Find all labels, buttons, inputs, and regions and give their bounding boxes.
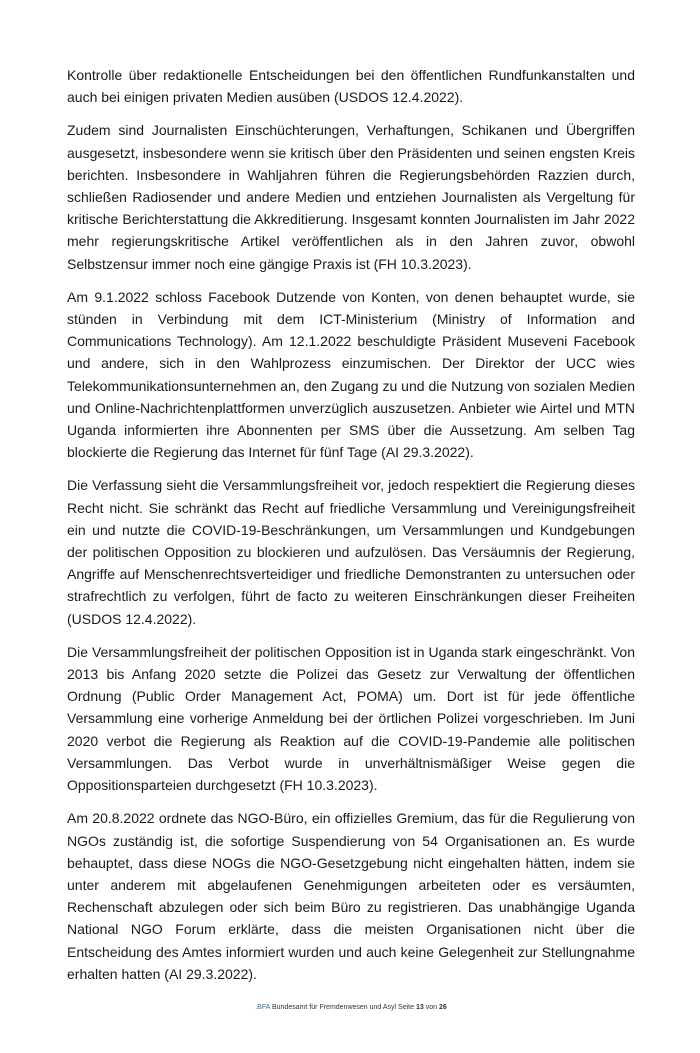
document-body [67,64,635,985]
page-footer [67,1003,635,1013]
paragraph: Kontrolle über redaktionelle Entscheidungen bei den öffentlichen Rundfunkanstalten und auch bei einigen privaten Medien ausüben (USDOS 12.4.2022). [67,67,635,106]
footer-page-total: 26 [438,1003,447,1011]
paragraph: Am 20.8.2022 ordnete das NGO-Büro, ein offizielles Gremium, das für die Regulierung von NGOs zuständig ist, die sofortige Suspendierung von 54 Organisationen an. Es wurde behauptet, dass diese NOGs die NGO-Gesetzgebung nicht eingehalten hätten, indem sie unter anderem mit abgelaufenen Genehmigungen arbeiteten oder es versäumten, Rechenschaft abzulegen oder sich beim Büro zu registrieren. Das unabhängige Uganda National NGO Forum erklärte, dass die meisten Organisationen nicht über die Entscheidung des Amtes informiert wurden und auch keine Gelegenheit zur Stellungnahme erhalten hatten (AI 29.3.2022). [67,810,635,982]
paragraph: Zudem sind Journalisten Einschüchterungen, Verhaftungen, Schikanen und Übergriffen ausgesetzt, insbesondere wenn sie kritisch über den Präsidenten und seinen engsten Kreis berichten. Insbesondere in Wahljahren führen die Regierungsbehörden Razzien durch, schließen Radiosender und andere Medien und entziehen Journalisten als Vergeltung für kritische Berichterstattung die Akkreditierung. Insgesamt konnten Journalisten im Jahr 2022 mehr regierungskritische Artikel veröffentlichen als in den Jahren zuvor, obwohl Selbstzensur immer noch eine gängige Praxis ist (FH 10.3.2023). [67,122,635,272]
bfa-logo: .BFA [255,1003,271,1011]
footer-org: Bundesamt für Fremdenwesen und Asyl [271,1003,397,1011]
paragraph: Die Versammlungsfreiheit der politischen Opposition ist in Uganda stark eingeschränkt. Von 2013 bis Anfang 2020 setzte die Polizei das Gesetz zur Verwaltung der öffentlichen Ordnung (Public Order Management Act, POMA) um. Dort ist für jede öffentliche Versammlung eine vorherige Anmeldung bei der örtlichen Polizei vorgeschrieben. Im Juni 2020 verbot die Regierung als Reaktion auf die COVID-19-Pandemie alle politischen Versammlungen. Das Verbot wurde in unverhältnismäßiger Weise gegen die Oppositionsparteien durchgesetzt (FH 10.3.2023). [67,643,635,794]
paragraph: Am 9.1.2022 schloss Facebook Dutzende von Konten, von denen behauptet wurde, sie stünden in Verbindung mit dem ICT-Ministerium (Ministry of Information and Communications Technology). Am 12.1.2022 beschuldigte Präsident Museveni Facebook und andere, sich in den Wahlprozess einzumischen. Der Direktor der UCC wies Telekommunikationsunternehmen an, den Zugang zu und die Nutzung von sozialen Medien und Online-Nachrichtenplattformen unverzüglich auszusetzen. Anbieter wie Airtel und MTN Uganda informierten ihre Abonnenten per SMS über die Aussetzung. Am selben Tag blockierte die Regierung das Internet für fünf Tage (AI 29.3.2022). [67,288,635,461]
paragraph: Die Verfassung sieht die Versammlungsfreiheit vor, jedoch respektiert die Regierung dieses Recht nicht. Sie schränkt das Recht auf friedliche Versammlung und Vereinigungsfreiheit ein und nutzte die COVID-19-Beschränkungen, um Versammlungen und Kundgebungen der politischen Opposition zu blockieren und aufzulösen. Das Versäumnis der Regierung, Angriffe auf Menschenrechtsverteidiger und friedliche Demonstranten zu untersuchen oder strafrechtlich zu verfolgen, führt de facto zu weiteren Einschränkungen dieser Freiheiten (USDOS 12.4.2022). [67,477,635,627]
footer-page-label: Seite [398,1003,415,1011]
footer-of-label: von [425,1003,438,1011]
footer-page-number: 13 [415,1003,424,1011]
